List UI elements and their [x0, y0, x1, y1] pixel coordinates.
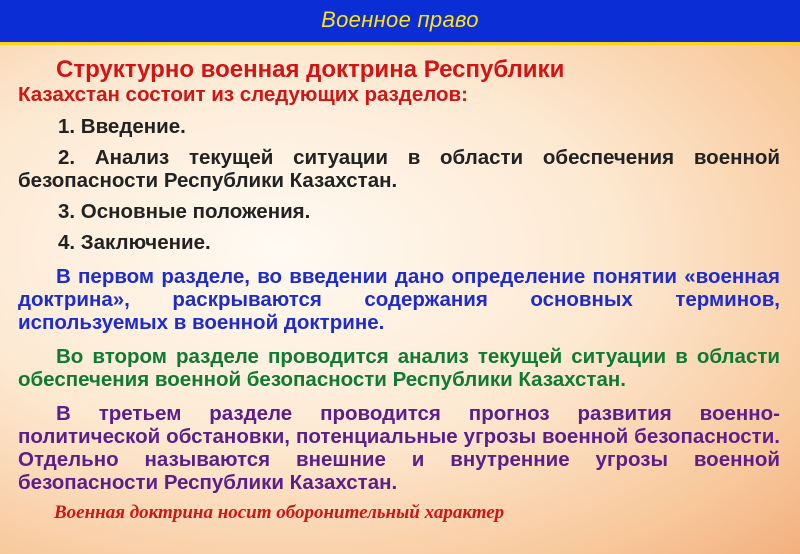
paragraph-first-section: В первом разделе, во введении дано определение понятии «военная доктрина», раскрываются содержания основных терминов, используемых в военной доктрине. [18, 265, 780, 334]
header-bar [0, 0, 800, 42]
list-item-2: 2. Анализ текущей ситуации в области обеспечения военной безопасности Республики Казахстан. [18, 146, 780, 192]
page-title: Военное право [321, 7, 479, 32]
intro-line-1: Структурно военная доктрина Республики [56, 56, 565, 83]
list-item-4: 4. Заключение. [58, 231, 211, 254]
list-item-1: 1. Введение. [58, 115, 186, 138]
slide-content [18, 58, 780, 524]
conclusion-statement: Военная доктрина носит оборонительный характер [54, 502, 505, 523]
paragraph-third-section: В третьем разделе проводится прогноз развития военно-политической обстановки, потенциальные угрозы военной безопасности. Отдельно называются внешние и внутренние угрозы военной безопасности Республики Казахстан. [18, 402, 780, 494]
list-item-3: 3. Основные положения. [58, 200, 311, 223]
intro-line-2: Казахстан состоит из следующих разделов: [18, 83, 468, 106]
intro-paragraph [18, 58, 780, 107]
header-divider [0, 42, 800, 45]
paragraph-second-section: Во втором разделе проводится анализ текущей ситуации в области обеспечения военной безопасности Республики Казахстан. [18, 345, 780, 391]
